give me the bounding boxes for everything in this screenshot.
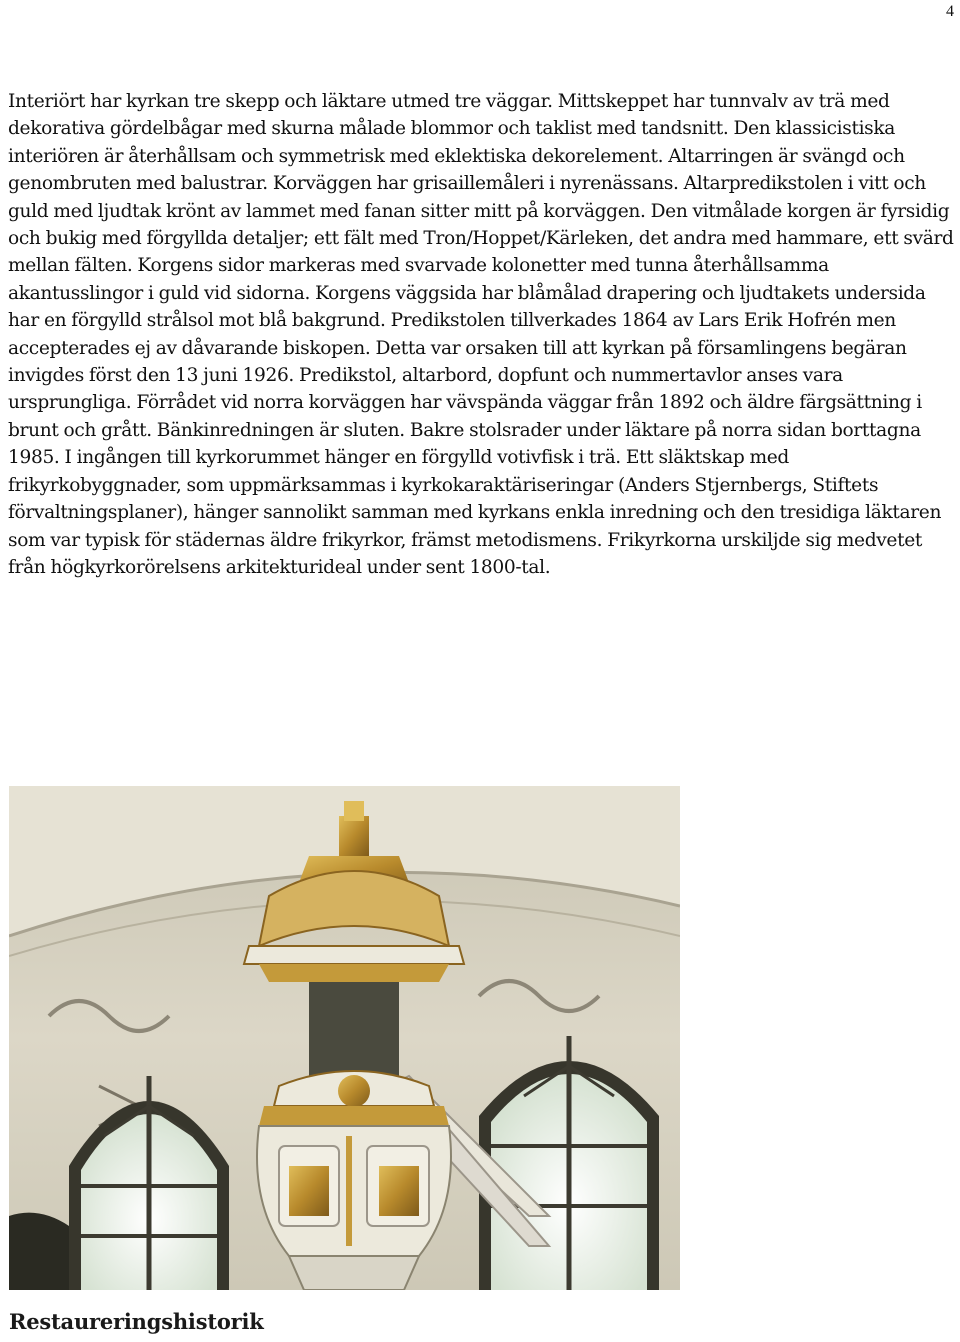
body-paragraph: Interiört har kyrkan tre skepp och läktare utmed tre väggar. Mittskeppet har tunnvalv av trä med dekorativa gördelbågar med skurna målade blommor och taklist med tandsnitt. Den klassicistiska interiören är återhållsam och symmetrisk med eklektiska dekorelement. Altarringen är svängd och genombruten med balustrar. Korväggen har grisaillemåleri i nyrenässans. Altarpredikstolen i vitt och guld med ljudtak krönt av lammet med fanan sitter mitt på korväggen. Den vitmålade korgen är fyrsidig och bukig med förgyllda detaljer; ett fält med Tron/Hoppet/Kärleken, det andra med hammare, ett svärd mellan fälten. Korgens sidor markeras med svarvade kolonetter med tunna återhållsamma akantusslingor i guld vid sidorna. Korgens väggsida har blåmålad drapering och ljudtakets undersida har en förgylld strålsol mot blå bakgrund. Predikstolen tillverkades 1864 av Lars Erik Hofrén men accepterades ej av dåvarande biskopen. Detta var orsaken till att kyrkan på församlingens begäran invigdes först den 13 juni 1926. Predikstol, altarbord, dopfunt och nummertavlor anses vara ursprungliga. Förrådet vid norra korväggen har vävspända väggar från 1892 och äldre färgsättning i brunt och grått. Bänkinredningen är sluten. Bakre stolsrader under läktare på norra sidan borttagna 1985. I ingången till kyrkorummet hänger en förgylld votivfisk i trä. Ett släktskap med frikyrkobyggnader, som uppmärksammas i kyrkokaraktäriseringar (Anders Stjernbergs, Stiftets förvaltningsplaner), hänger sannolikt samman med kyrkans enkla inredning och den tresidiga läktaren som var typisk för städernas äldre frikyrkor, främst metodismens. Frikyrkorna urskiljde sig medvetet från högkyrkorörelsens arkitekturideal under sent 1800-tal. xyxy=(8,91,954,578)
pulpit-photo xyxy=(9,786,680,1290)
section-heading: Restaureringshistorik xyxy=(9,1309,264,1334)
page-number: 4 xyxy=(946,3,954,20)
pulpit-photo-illustration xyxy=(9,786,680,1290)
